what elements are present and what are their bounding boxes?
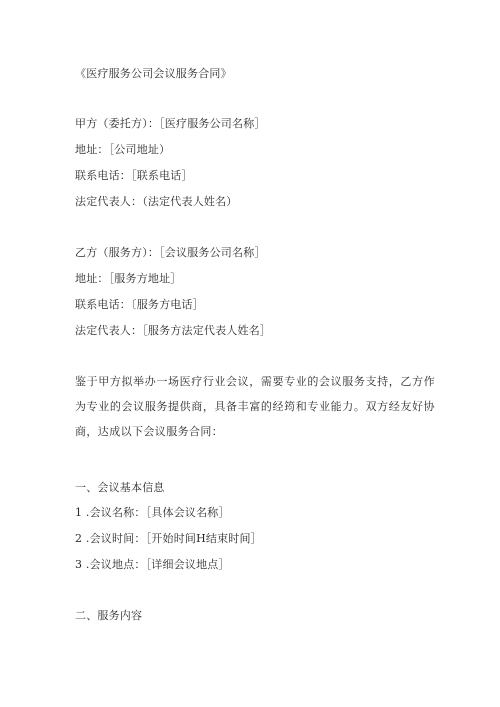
party-b-phone: 联系电话：〔服务方电话］ <box>75 298 204 311</box>
party-b-address: 地址：［服务方地址］ <box>75 272 182 285</box>
meeting-time-item: 2 .会议时间：［开始时间H结束时间］ <box>75 532 262 545</box>
party-a-legal-representative: 法定代表人：（法定代表人姓名） <box>75 195 238 208</box>
section-2-heading: 二、服务内容 <box>75 609 143 622</box>
party-a-phone: 联系电话：［联系电话］ <box>75 169 193 182</box>
meeting-name-item: 1 .会议名称：［具体会议名称］ <box>75 506 230 519</box>
document-title: 《医疗服务公司会议服务合同》 <box>75 67 232 80</box>
meeting-location-item: 3 .会议地点：［详细会议地点］ <box>75 558 230 571</box>
party-a-address: 地址：［公司地址） <box>75 143 171 156</box>
preamble-paragraph: 鉴于甲方拟举办一场医疗行业会议，需要专业的会议服务支持，乙方作为专业的会议服务提供商，具备丰富的经筠和专业能力。双方经友好协商，达成以下会议服务合同： <box>75 375 435 438</box>
party-b-legal-representative: 法定代表人：［服务方法定代表人姓名］ <box>75 324 272 337</box>
party-b-name: 乙方（服务方）：［会议服务公司名称］ <box>75 246 266 259</box>
section-1-heading: 一、会议基本信息 <box>75 481 165 494</box>
party-a-name: 甲方（委托方）：［医疗服务公司名称］ <box>75 117 266 130</box>
